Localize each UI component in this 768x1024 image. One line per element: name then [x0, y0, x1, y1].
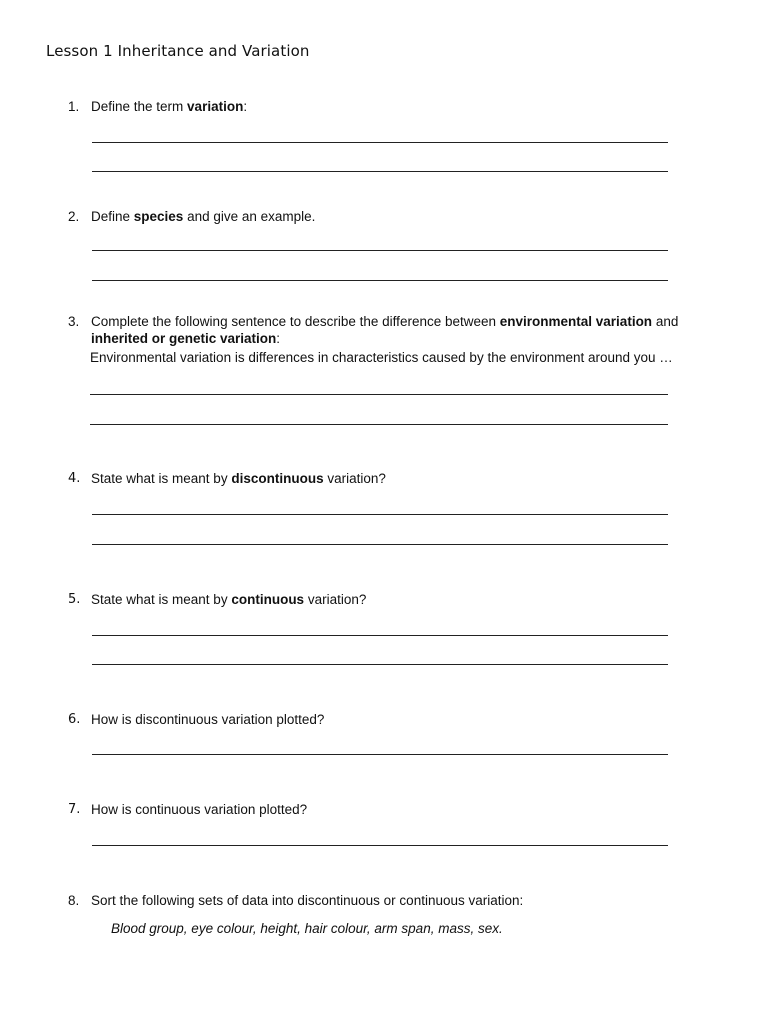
- question-text: Complete the following sentence to describe the difference between environmental variation and inherited or genetic variation:: [91, 314, 679, 346]
- answer-line[interactable]: [92, 250, 668, 251]
- question-number: 1.: [68, 99, 80, 114]
- question-number: 4.: [68, 471, 81, 486]
- question-text: Sort the following sets of data into discontinuous or continuous variation:: [91, 893, 524, 908]
- answer-line[interactable]: [92, 142, 668, 143]
- answer-line[interactable]: [92, 280, 668, 281]
- answer-line[interactable]: [90, 394, 668, 395]
- answer-line[interactable]: [92, 544, 668, 545]
- question-text: State what is meant by discontinuous variation?: [91, 471, 386, 486]
- answer-line[interactable]: [90, 424, 668, 425]
- question-number: 2.: [68, 209, 80, 224]
- question-number: 3.: [68, 314, 80, 329]
- question-text: How is discontinuous variation plotted?: [91, 712, 325, 727]
- question-text: Define the term variation:: [91, 99, 248, 114]
- sentence-starter: Environmental variation is differences in characteristics caused by the environment around you …: [90, 350, 673, 365]
- question-number: 7.: [68, 802, 81, 817]
- answer-line[interactable]: [92, 664, 668, 665]
- data-list: Blood group, eye colour, height, hair colour, arm span, mass, sex.: [111, 921, 503, 936]
- question-number: 8.: [68, 893, 80, 908]
- question-text: Define species and give an example.: [91, 209, 316, 224]
- question-number: 5.: [68, 592, 81, 607]
- answer-line[interactable]: [92, 845, 668, 846]
- question-text: State what is meant by continuous variation?: [91, 592, 367, 607]
- answer-line[interactable]: [92, 514, 668, 515]
- answer-line[interactable]: [92, 635, 668, 636]
- question-number: 6.: [68, 712, 81, 727]
- answer-line[interactable]: [92, 171, 668, 172]
- question-text: How is continuous variation plotted?: [91, 802, 308, 817]
- worksheet-title: Lesson 1 Inheritance and Variation: [46, 42, 310, 60]
- answer-line[interactable]: [92, 754, 668, 755]
